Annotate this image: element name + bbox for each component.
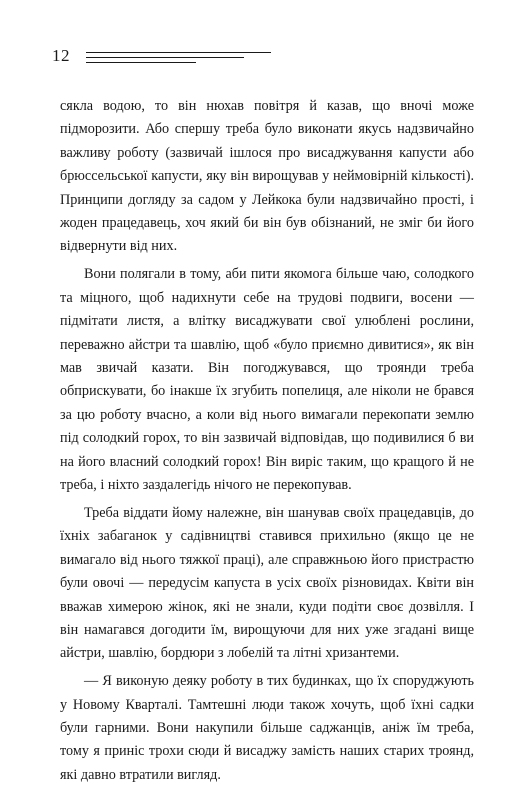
paragraph-1: сякла водою, то він нюхав повітря й казав, що вночі може підморозити. Або спершу треба було виконати якусь надзвичайно важливу роботу (зазвичай ішлося про висаджування капусти або брюссельської капусти, яку він вирощував у неймовірній кількості). Принципи догляду за садом у Лейкока були надзвичайно прості, і жоден працедавець, хоч який би він був обізнаний, не зміг би його відвернути від них. bbox=[60, 98, 474, 255]
header-rule-short bbox=[86, 62, 196, 63]
paragraph-2: Вони полягали в тому, аби пити якомога більше чаю, солодкого та міцного, щоб надихнути себе на трудові подвиги, восени — підмітати листя, а влітку висаджувати свої улюблені рослини, переважно айстри та шавлію, щоб «було приємно дивитися», як він мав звичай казати. Він погоджувався, що троянди треба обприскувати, бо інакше їх згубить попелиця, але ніколи не брався за цю роботу вчасно, а коли від нього вимагали перекопати землю під солодкий горох, то він зазвичай відповідав, що подивилися б ви на його власний солодкий горох! Він виріс таким, що кращого й не треба, і ніхто заздалегідь нічого не перекопував. bbox=[60, 266, 474, 493]
paragraph-3: Треба віддати йому належне, він шанував своїх працедавців, до їхніх забаганок у садівництві ставився прихильно (якщо це не вимагало від нього тяжкої праці), але справжньою його пристрастю були овочі — передусім капуста в усіх своїх різновидах. Квіти він вважав химерою жінок, які не знали, куди подіти своє дозвілля. І він намагався догодити їм, вирощуючи для них уже згадані вище айстри, шавлію, бордюри з лобелій та літні хризантеми. bbox=[60, 504, 474, 662]
page-number: 12 bbox=[52, 46, 70, 65]
header-rule-middle bbox=[86, 57, 244, 58]
paragraph-4: — Я виконую деяку роботу в тих будинках, що їх споруджують у Новому Кварталі. Тамтешні люди також хочуть, щоб їхні садки були гарними. Вони накупили більше саджанців, аніж їм треба, тому я приніс трохи сюди й висаджу замість наших старих троянд, які давно втратили вигляд. bbox=[60, 673, 474, 783]
page-header bbox=[52, 46, 282, 68]
body-text bbox=[60, 95, 474, 787]
header-rule-long bbox=[86, 52, 271, 53]
